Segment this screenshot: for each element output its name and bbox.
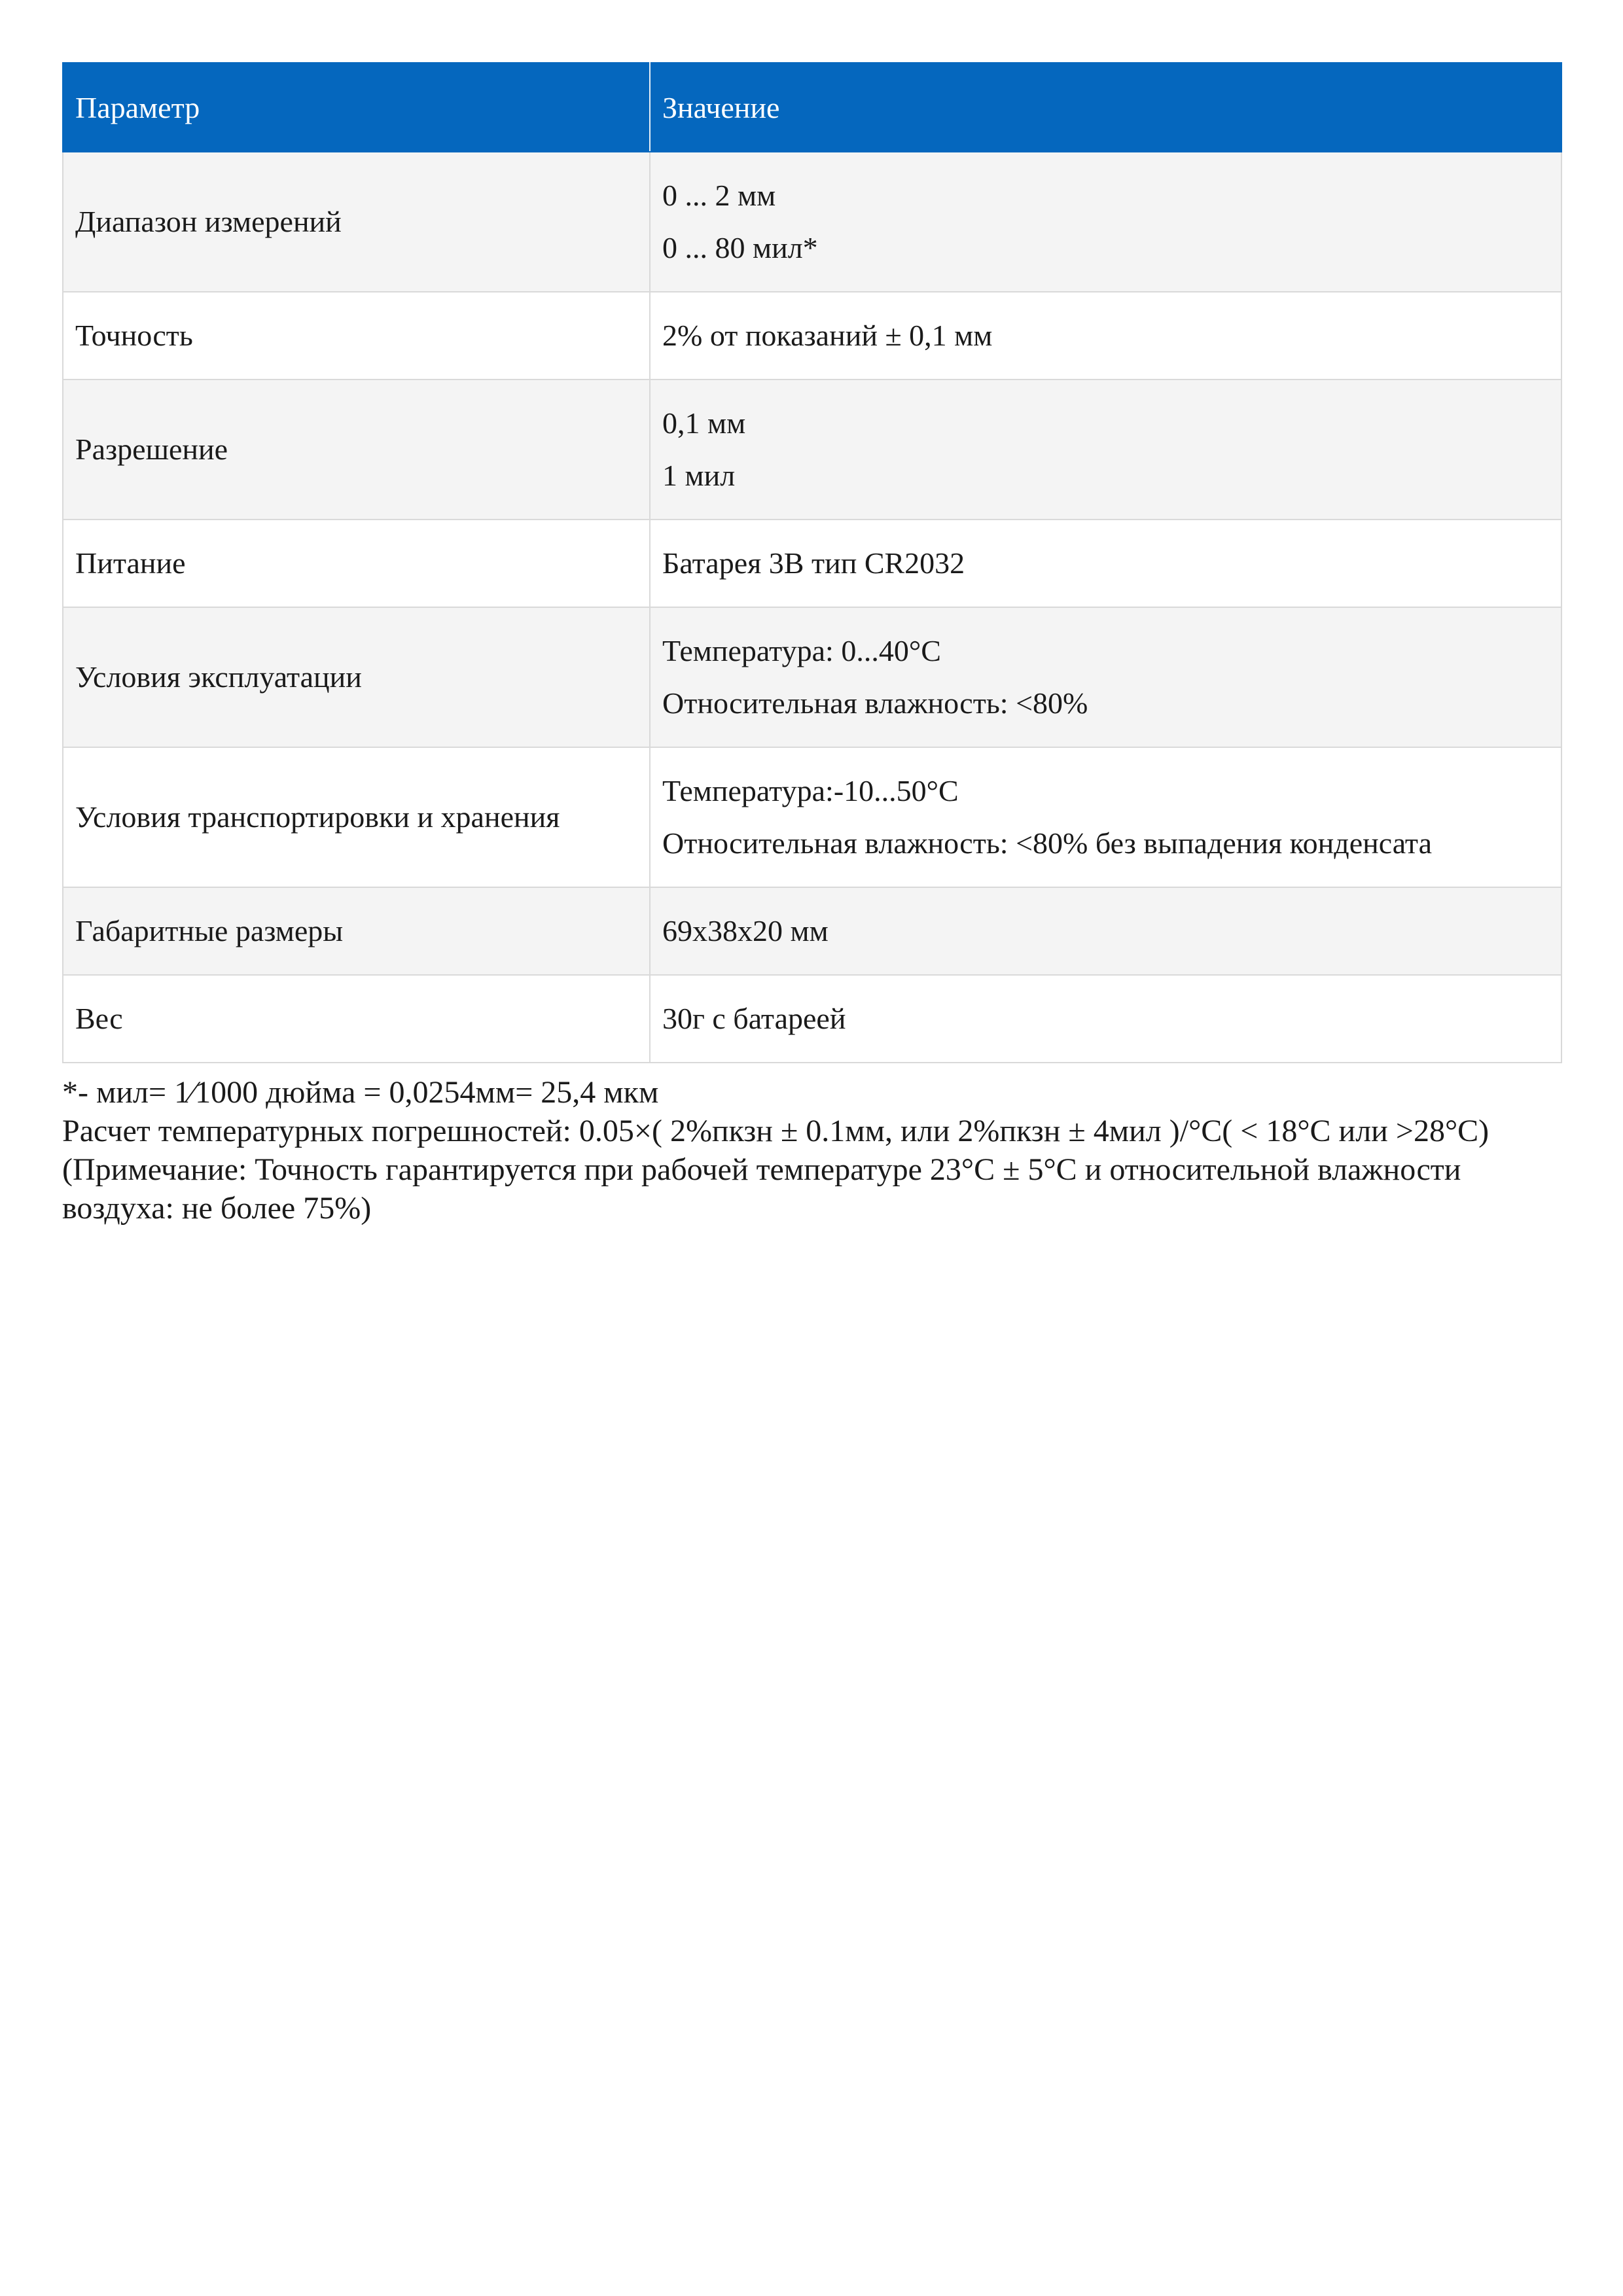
value-line: 0 ... 2 мм: [662, 179, 776, 212]
param-cell: Условия эксплуатации: [63, 607, 650, 747]
value-line: Относительная влажность: <80%: [662, 686, 1088, 720]
param-cell: Разрешение: [63, 380, 650, 520]
value-cell: [650, 380, 1561, 520]
table-row: [63, 520, 1561, 607]
value-line: Относительная влажность: <80% без выпадения конденсата: [662, 826, 1433, 860]
param-cell: Условия транспортировки и хранения: [63, 747, 650, 887]
spec-table: [62, 62, 1562, 1063]
value-cell: [650, 152, 1561, 292]
value-line: Батарея 3В тип CR2032: [662, 546, 965, 580]
value-cell: [650, 607, 1561, 747]
header-value: Значение: [650, 63, 1561, 152]
table-row: [63, 292, 1561, 380]
table-header-row: [63, 63, 1561, 152]
value-cell: [650, 520, 1561, 607]
accuracy-remark: (Примечание: Точность гарантируется при рабочей температуре 23°C ± 5°C и относительной влажности воздуха: не более 75%): [62, 1152, 1461, 1226]
value-line: 1 мил: [662, 459, 736, 492]
param-cell: Питание: [63, 520, 650, 607]
table-row: [63, 975, 1561, 1063]
table-row: [63, 887, 1561, 975]
value-line: 0,1 мм: [662, 406, 746, 440]
value-line: 0 ... 80 мил*: [662, 231, 818, 264]
table-row: [63, 380, 1561, 520]
param-cell: Габаритные размеры: [63, 887, 650, 975]
param-cell: Диапазон измерений: [63, 152, 650, 292]
value-cell: [650, 887, 1561, 975]
value-cell: [650, 975, 1561, 1063]
header-parameter: Параметр: [63, 63, 650, 152]
value-line: 2% от показаний ± 0,1 мм: [662, 319, 993, 352]
value-cell: [650, 747, 1561, 887]
table-row: [63, 607, 1561, 747]
value-line: Температура: 0...40°C: [662, 634, 941, 667]
value-line: Температура:-10...50°C: [662, 774, 959, 807]
notes-block: [62, 1073, 1567, 1227]
table-row: [63, 152, 1561, 292]
value-line: 69х38х20 мм: [662, 914, 829, 947]
param-cell: Вес: [63, 975, 650, 1063]
value-cell: [650, 292, 1561, 380]
table-row: [63, 747, 1561, 887]
value-line: 30г с батареей: [662, 1002, 846, 1035]
temperature-error-note: Расчет температурных погрешностей: 0.05×( 2%пкзн ± 0.1мм, или 2%пкзн ± 4мил )/°C( < 18°C или >28°C): [62, 1114, 1489, 1148]
param-cell: Точность: [63, 292, 650, 380]
footnote-mil: *- мил= 1⁄1000 дюйма = 0,0254мм= 25,4 мкм: [62, 1075, 659, 1110]
